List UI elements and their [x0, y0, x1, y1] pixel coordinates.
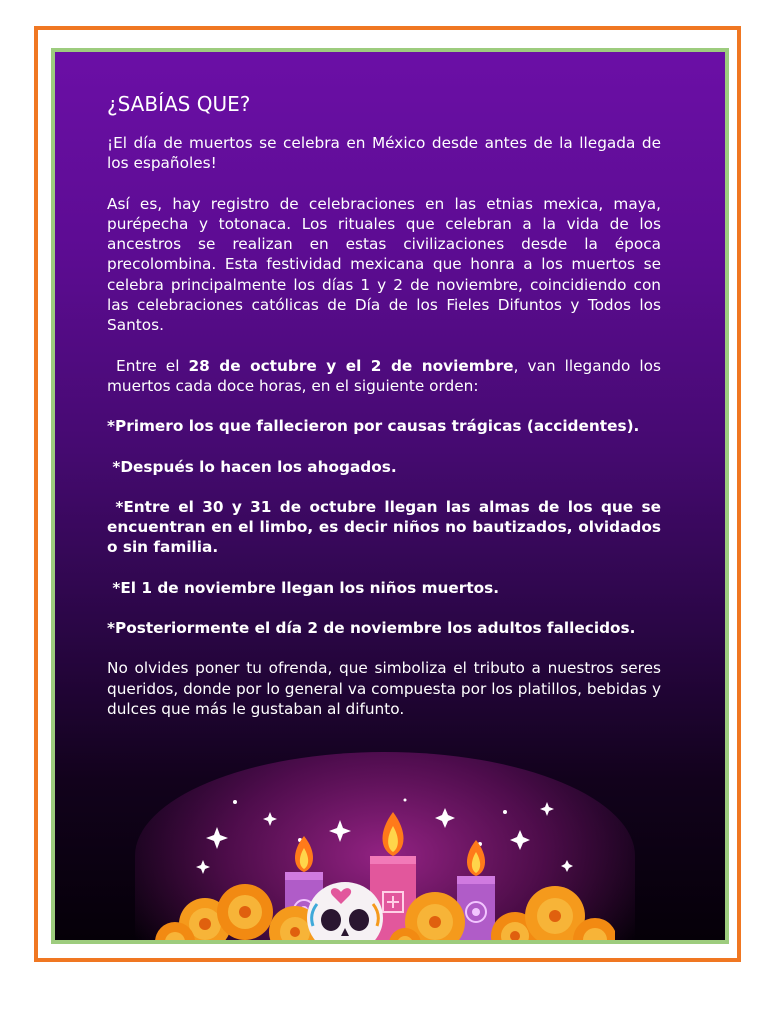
- flame-icon: [467, 840, 485, 876]
- article-text: [107, 92, 667, 739]
- candle-icon: [457, 876, 495, 944]
- arrival-paragraph: [107, 356, 661, 397]
- flame-icon: [295, 836, 313, 872]
- order-item-4: *El 1 de noviembre llegan los niños muertos.: [107, 578, 500, 597]
- order-item-1: *Primero los que fallecieron por causas trágicas (accidentes).: [107, 417, 640, 436]
- order-item-2: *Después lo hacen los ahogados.: [107, 457, 397, 476]
- altar-illustration: [155, 772, 615, 944]
- arrival-suffix: , van llegando los muertos cada doce horas, en el siguiente orden:: [107, 356, 661, 395]
- arrival-prefix: Entre el: [107, 356, 189, 375]
- purple-poster-background: [55, 52, 725, 940]
- order-item-5: *Posteriormente el día 2 de noviembre los adultos fallecidos.: [107, 619, 636, 638]
- closing-paragraph: No olvides poner tu ofrenda, que simboliza el tributo a nuestros seres queridos, donde por lo general va compuesta por los platillos, bebidas y dulces que más le gustaban al difunto.: [107, 659, 661, 718]
- history-paragraph: Así es, hay registro de celebraciones en las etnias mexica, maya, purépecha y totonaca. Los rituales que celebran a la vida de los ancestros se realizan en estas civilizaciones desde la época precolombina. Esta festividad mexicana que honra a los muertos se celebra principalmente los días 1 y 2 de noviembre, coincidiendo con las celebraciones católicas de Día de los Fieles Difuntos y Todos los Santos.: [107, 194, 661, 335]
- arrival-dates: 28 de octubre y el 2 de noviembre: [188, 356, 514, 375]
- flame-icon: [382, 812, 403, 856]
- inner-green-border: [51, 48, 729, 944]
- intro-paragraph: ¡El día de muertos se celebra en México desde antes de la llegada de los españoles!: [107, 134, 661, 173]
- marigold-icon: [389, 886, 615, 944]
- order-item-3: *Entre el 30 y 31 de octubre llegan las almas de los que se encuentran en el limbo, es decir niños no bautizados, olvidados o sin familia.: [107, 497, 667, 557]
- page-title: ¿SABÍAS QUE?: [107, 92, 251, 116]
